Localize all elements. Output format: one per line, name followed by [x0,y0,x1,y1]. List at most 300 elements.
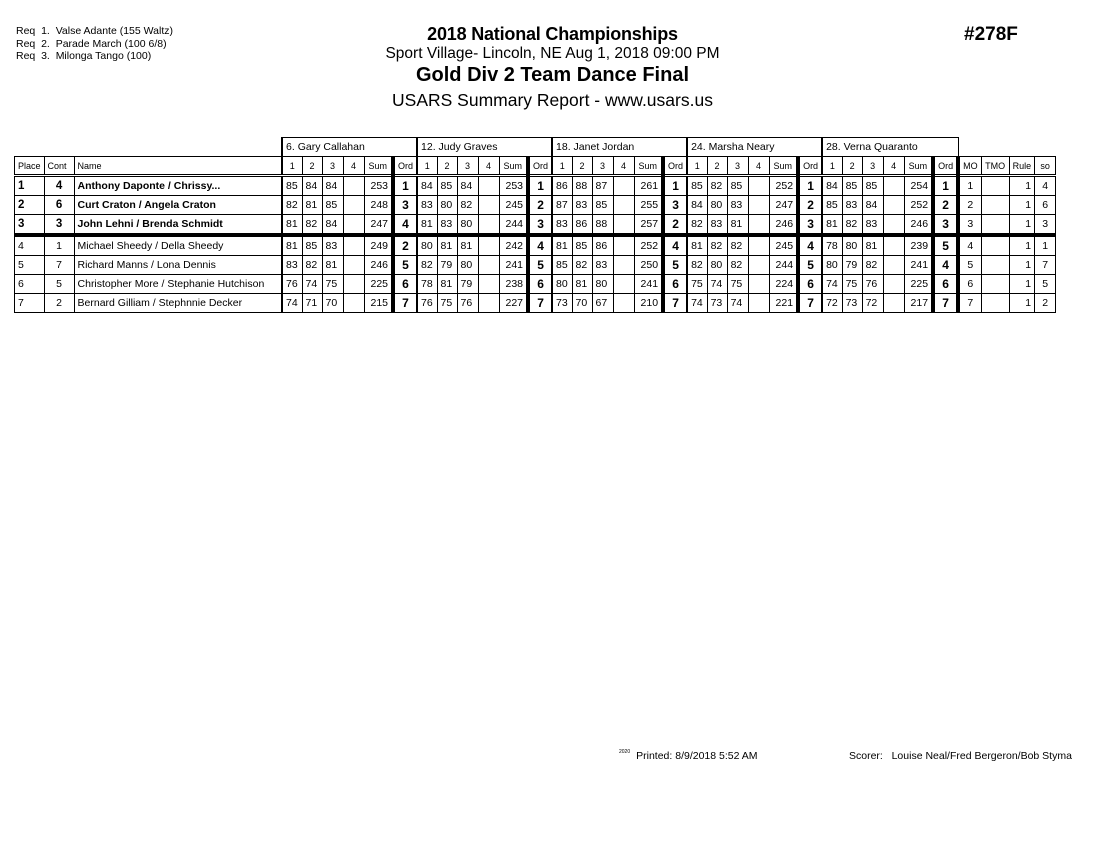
score-1-cell: 78 [417,275,437,294]
score-3-cell: 84 [322,176,343,196]
table-row [15,215,1056,236]
col-judge-4: 4 [478,157,499,176]
cont-cell: 2 [44,294,74,313]
col-judge-1: 1 [552,157,572,176]
score-1-cell: 82 [687,215,707,236]
ordinal-cell: 1 [663,176,687,196]
judge-name: 28. Verna Quaranto [822,138,958,157]
col-name: Name [74,157,282,176]
score-4-cell [343,294,364,313]
col-judge-1: 1 [822,157,842,176]
ordinal-cell: 5 [663,256,687,275]
cont-cell: 4 [44,176,74,196]
score-3-cell: 80 [457,256,478,275]
place-cell: 6 [15,275,45,294]
score-4-cell [613,215,634,236]
requirements-list [16,25,173,63]
sum-cell: 246 [904,215,933,236]
results-table [14,137,1056,313]
score-4-cell [613,294,634,313]
mo-cell: 6 [958,275,981,294]
so-cell: 1 [1035,235,1056,256]
col-so: so [1035,157,1056,176]
score-2-cell: 82 [572,256,592,275]
score-3-cell: 87 [592,176,613,196]
score-3-cell: 76 [862,275,883,294]
rule-cell: 1 [1009,294,1035,313]
place-cell: 7 [15,294,45,313]
score-3-cell: 76 [457,294,478,313]
score-2-cell: 74 [302,275,322,294]
score-1-cell: 74 [687,294,707,313]
score-1-cell: 83 [552,215,572,236]
col-judge-2: 2 [707,157,727,176]
score-1-cell: 84 [417,176,437,196]
blank-cell [958,138,1056,157]
score-2-cell: 83 [437,215,457,236]
score-3-cell: 74 [727,294,748,313]
score-4-cell [883,215,904,236]
col-mo: MO [958,157,981,176]
col-cont: Cont [44,157,74,176]
score-4-cell [343,215,364,236]
ordinal-cell: 2 [393,235,417,256]
ordinal-cell: 4 [933,256,958,275]
score-3-cell: 80 [592,275,613,294]
score-2-cell: 73 [707,294,727,313]
skater-name-cell: Richard Manns / Lona Dennis [74,256,282,275]
col-judge-4: 4 [343,157,364,176]
ordinal-cell: 2 [528,196,552,215]
mo-cell: 5 [958,256,981,275]
col-tmo: TMO [981,157,1009,176]
score-3-cell: 84 [862,196,883,215]
score-2-cell: 81 [437,235,457,256]
sum-cell: 241 [904,256,933,275]
sum-cell: 227 [499,294,528,313]
score-4-cell [343,196,364,215]
score-4-cell [748,294,769,313]
mo-cell: 1 [958,176,981,196]
tmo-cell [981,235,1009,256]
sum-cell: 250 [634,256,663,275]
so-cell: 2 [1035,294,1056,313]
score-2-cell: 84 [302,176,322,196]
sum-cell: 257 [634,215,663,236]
col-judge-ord: Ord [798,157,822,176]
col-judge-3: 3 [727,157,748,176]
score-2-cell: 79 [437,256,457,275]
score-2-cell: 80 [842,235,862,256]
sum-cell: 238 [499,275,528,294]
score-1-cell: 84 [687,196,707,215]
sum-cell: 253 [499,176,528,196]
score-4-cell [343,275,364,294]
score-4-cell [883,235,904,256]
col-judge-ord: Ord [528,157,552,176]
col-judge-3: 3 [862,157,883,176]
col-place: Place [15,157,45,176]
skater-name-cell: Curt Craton / Angela Craton [74,196,282,215]
mo-cell: 4 [958,235,981,256]
so-cell: 6 [1035,196,1056,215]
score-4-cell [883,275,904,294]
ordinal-cell: 5 [933,235,958,256]
cont-cell: 6 [44,196,74,215]
col-rule: Rule [1009,157,1035,176]
sum-cell: 248 [364,196,393,215]
ordinal-cell: 6 [798,275,822,294]
score-2-cell: 88 [572,176,592,196]
col-judge-1: 1 [417,157,437,176]
venue-datetime: Sport Village- Lincoln, NE Aug 1, 2018 09:00 PM [385,45,720,62]
score-4-cell [883,196,904,215]
score-1-cell: 85 [552,256,572,275]
score-4-cell [613,176,634,196]
report-title: USARS Summary Report - www.usars.us [392,90,713,110]
sum-cell: 224 [769,275,798,294]
score-1-cell: 82 [687,256,707,275]
sum-cell: 210 [634,294,663,313]
score-2-cell: 81 [302,196,322,215]
cont-cell: 1 [44,235,74,256]
score-1-cell: 83 [282,256,302,275]
score-2-cell: 75 [842,275,862,294]
ordinal-cell: 6 [663,275,687,294]
score-4-cell [883,294,904,313]
col-judge-sum: Sum [634,157,663,176]
score-4-cell [748,275,769,294]
score-3-cell: 83 [592,256,613,275]
sum-cell: 246 [364,256,393,275]
score-2-cell: 83 [707,215,727,236]
score-4-cell [883,176,904,196]
sum-cell: 252 [769,176,798,196]
col-judge-sum: Sum [904,157,933,176]
sum-cell: 215 [364,294,393,313]
score-4-cell [478,256,499,275]
col-judge-2: 2 [302,157,322,176]
printed-info [619,750,758,762]
ordinal-cell: 4 [798,235,822,256]
score-1-cell: 76 [282,275,302,294]
tmo-cell [981,196,1009,215]
score-3-cell: 85 [322,196,343,215]
judge-name: 12. Judy Graves [417,138,552,157]
ordinal-cell: 2 [798,196,822,215]
tmo-cell [981,294,1009,313]
table-row [15,196,1056,215]
mo-cell: 2 [958,196,981,215]
score-3-cell: 85 [727,176,748,196]
score-1-cell: 85 [822,196,842,215]
score-4-cell [478,275,499,294]
col-judge-ord: Ord [663,157,687,176]
competition-title: 2018 National Championships [427,24,678,44]
score-3-cell: 82 [457,196,478,215]
sum-cell: 244 [769,256,798,275]
sum-cell: 245 [499,196,528,215]
score-4-cell [478,176,499,196]
score-4-cell [478,235,499,256]
score-1-cell: 78 [822,235,842,256]
ordinal-cell: 7 [393,294,417,313]
cont-cell: 3 [44,215,74,236]
score-1-cell: 74 [822,275,842,294]
score-1-cell: 74 [282,294,302,313]
col-judge-4: 4 [883,157,904,176]
column-header-row [15,157,1056,176]
skater-name-cell: Michael Sheedy / Della Sheedy [74,235,282,256]
ordinal-cell: 5 [798,256,822,275]
score-2-cell: 70 [572,294,592,313]
score-4-cell [748,196,769,215]
score-4-cell [343,176,364,196]
score-1-cell: 82 [282,196,302,215]
score-3-cell: 82 [727,235,748,256]
place-cell: 3 [15,215,45,236]
score-3-cell: 85 [862,176,883,196]
sum-cell: 252 [904,196,933,215]
score-2-cell: 81 [437,275,457,294]
col-judge-3: 3 [457,157,478,176]
ordinal-cell: 4 [528,235,552,256]
score-1-cell: 87 [552,196,572,215]
score-3-cell: 82 [862,256,883,275]
score-4-cell [478,196,499,215]
score-1-cell: 80 [552,275,572,294]
so-cell: 3 [1035,215,1056,236]
place-cell: 4 [15,235,45,256]
sum-cell: 254 [904,176,933,196]
ordinal-cell: 2 [933,196,958,215]
sum-cell: 241 [499,256,528,275]
ordinal-cell: 6 [528,275,552,294]
table-row [15,256,1056,275]
judge-name: 18. Janet Jordan [552,138,687,157]
score-3-cell: 83 [862,215,883,236]
so-cell: 7 [1035,256,1056,275]
score-1-cell: 85 [282,176,302,196]
scorer-info: Scorer: Louise Neal/Fred Bergeron/Bob Styma [849,750,1072,762]
score-1-cell: 80 [417,235,437,256]
ordinal-cell: 7 [933,294,958,313]
sum-cell: 241 [634,275,663,294]
ordinal-cell: 1 [933,176,958,196]
score-3-cell: 72 [862,294,883,313]
place-cell: 1 [15,176,45,196]
score-3-cell: 81 [322,256,343,275]
score-1-cell: 81 [282,215,302,236]
score-1-cell: 83 [417,196,437,215]
so-cell: 4 [1035,176,1056,196]
mo-cell: 3 [958,215,981,236]
cont-cell: 5 [44,275,74,294]
score-2-cell: 82 [842,215,862,236]
score-1-cell: 81 [282,235,302,256]
sum-cell: 244 [499,215,528,236]
score-3-cell: 79 [457,275,478,294]
rule-cell: 1 [1009,215,1035,236]
score-1-cell: 81 [687,235,707,256]
score-4-cell [883,256,904,275]
skater-name-cell: John Lehni / Brenda Schmidt [74,215,282,236]
score-2-cell: 80 [707,256,727,275]
printed-timestamp: Printed: 8/9/2018 5:52 AM [636,750,758,762]
col-judge-sum: Sum [364,157,393,176]
ordinal-cell: 1 [798,176,822,196]
sum-cell: 247 [364,215,393,236]
score-1-cell: 73 [552,294,572,313]
score-2-cell: 79 [842,256,862,275]
rule-cell: 1 [1009,176,1035,196]
ordinal-cell: 2 [663,215,687,236]
ordinal-cell: 3 [933,215,958,236]
score-3-cell: 82 [727,256,748,275]
col-judge-4: 4 [613,157,634,176]
table-row [15,235,1056,256]
ordinal-cell: 6 [933,275,958,294]
ordinal-cell: 7 [528,294,552,313]
score-2-cell: 85 [842,176,862,196]
requirement-item: Req 2. Parade March (100 6/8) [16,37,167,50]
score-3-cell: 85 [592,196,613,215]
sum-cell: 225 [364,275,393,294]
score-1-cell: 81 [417,215,437,236]
requirement-item: Req 3. Milonga Tango (100) [16,50,152,62]
score-3-cell: 75 [727,275,748,294]
event-number: #278F [964,24,1018,45]
ordinal-cell: 3 [528,215,552,236]
score-2-cell: 83 [572,196,592,215]
col-judge-2: 2 [842,157,862,176]
score-2-cell: 81 [572,275,592,294]
score-3-cell: 81 [862,235,883,256]
score-3-cell: 81 [457,235,478,256]
cont-cell: 7 [44,256,74,275]
score-1-cell: 86 [552,176,572,196]
col-judge-ord: Ord [933,157,958,176]
rule-cell: 1 [1009,235,1035,256]
score-2-cell: 75 [437,294,457,313]
event-name: Gold Div 2 Team Dance Final [415,64,690,86]
table-row [15,294,1056,313]
score-4-cell [748,256,769,275]
score-1-cell: 81 [822,215,842,236]
rule-cell: 1 [1009,256,1035,275]
score-4-cell [343,256,364,275]
score-3-cell: 81 [727,215,748,236]
table-row [15,275,1056,294]
score-2-cell: 85 [572,235,592,256]
ordinal-cell: 7 [798,294,822,313]
score-2-cell: 82 [707,235,727,256]
version-number: 2020 [619,749,631,755]
score-2-cell: 80 [707,196,727,215]
ordinal-cell: 3 [663,196,687,215]
score-4-cell [748,215,769,236]
score-2-cell: 71 [302,294,322,313]
score-4-cell [613,235,634,256]
judge-name: 24. Marsha Neary [687,138,822,157]
score-4-cell [343,235,364,256]
score-3-cell: 86 [592,235,613,256]
sum-cell: 245 [769,235,798,256]
skater-name-cell: Bernard Gilliam / Stephnnie Decker [74,294,282,313]
so-cell: 5 [1035,275,1056,294]
tmo-cell [981,275,1009,294]
score-3-cell: 67 [592,294,613,313]
score-1-cell: 85 [687,176,707,196]
sum-cell: 246 [769,215,798,236]
col-judge-3: 3 [322,157,343,176]
score-4-cell [613,196,634,215]
sum-cell: 225 [904,275,933,294]
score-2-cell: 86 [572,215,592,236]
requirement-item: Req 1. Valse Adante (155 Waltz) [16,25,173,37]
sum-cell: 247 [769,196,798,215]
score-3-cell: 83 [727,196,748,215]
score-4-cell [613,275,634,294]
col-judge-sum: Sum [499,157,528,176]
score-1-cell: 81 [552,235,572,256]
sum-cell: 239 [904,235,933,256]
table-row [15,176,1056,196]
score-2-cell: 74 [707,275,727,294]
ordinal-cell: 5 [528,256,552,275]
col-judge-1: 1 [687,157,707,176]
sum-cell: 255 [634,196,663,215]
score-2-cell: 82 [302,215,322,236]
score-4-cell [613,256,634,275]
col-judge-2: 2 [437,157,457,176]
sum-cell: 242 [499,235,528,256]
score-2-cell: 80 [437,196,457,215]
score-1-cell: 82 [417,256,437,275]
ordinal-cell: 3 [393,196,417,215]
score-4-cell [478,294,499,313]
sum-cell: 252 [634,235,663,256]
score-1-cell: 84 [822,176,842,196]
score-3-cell: 84 [322,215,343,236]
rule-cell: 1 [1009,275,1035,294]
col-judge-1: 1 [282,157,302,176]
score-4-cell [748,176,769,196]
score-2-cell: 85 [302,235,322,256]
score-1-cell: 72 [822,294,842,313]
sum-cell: 261 [634,176,663,196]
ordinal-cell: 1 [393,176,417,196]
score-2-cell: 82 [707,176,727,196]
tmo-cell [981,256,1009,275]
sum-cell: 253 [364,176,393,196]
score-2-cell: 85 [437,176,457,196]
skater-name-cell: Anthony Daponte / Chrissy... [74,176,282,196]
score-3-cell: 70 [322,294,343,313]
score-3-cell: 75 [322,275,343,294]
ordinal-cell: 1 [528,176,552,196]
score-4-cell [478,215,499,236]
score-3-cell: 83 [322,235,343,256]
score-1-cell: 80 [822,256,842,275]
blank-cell [15,138,283,157]
mo-cell: 7 [958,294,981,313]
col-judge-sum: Sum [769,157,798,176]
ordinal-cell: 3 [798,215,822,236]
rule-cell: 1 [1009,196,1035,215]
score-2-cell: 83 [842,196,862,215]
judge-header-row [15,138,1056,157]
